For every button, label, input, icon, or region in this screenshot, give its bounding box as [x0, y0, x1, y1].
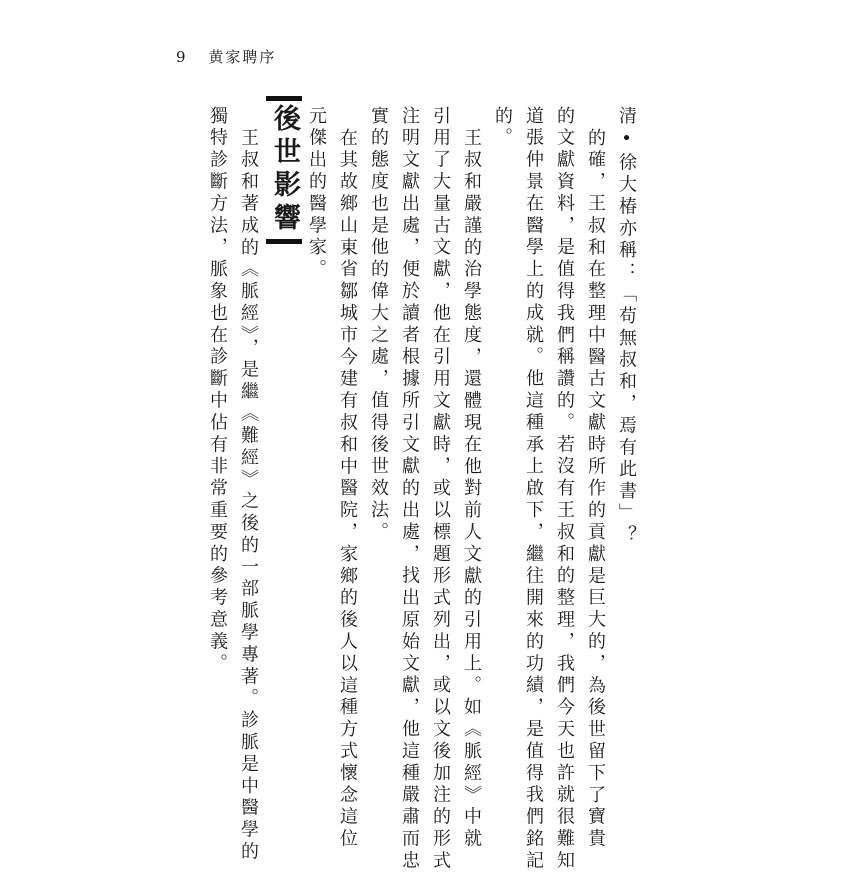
text-column-5: 的。 — [492, 106, 513, 150]
text-column-11: 元傑出的醫學家。 — [306, 106, 327, 282]
text-column-7: 引用了大量古文獻，他在引用文獻時，或以標題形式列出，或以文後加注的形式 — [430, 106, 451, 873]
text-column-12: 王叔和著成的《脈經》，是繼《難經》之後的一部脈學專著。診脈是中醫學的 — [238, 128, 259, 864]
page-number: 9 — [176, 48, 188, 66]
text-column-10: 在其故鄉山東省鄒城市今建有叔和中醫院，家鄉的後人以這種方式懷念這位 — [337, 128, 358, 851]
text-column-6: 王叔和嚴謹的治學態度，還體現在他對前人文獻的引用上。如《脈經》中就 — [461, 128, 482, 851]
text-column-2: 的確，王叔和在整理中醫古文獻時所作的貢獻是巨大的，為後世留下了寶貴 — [585, 128, 606, 851]
section-heading: 後世影響 — [266, 96, 302, 244]
text-column-4: 道張仲景在醫學上的成就。他這種承上啟下，繼往開來的功績，是值得我們銘記 — [523, 106, 544, 873]
running-header — [176, 46, 276, 67]
text-column-9: 實的態度也是他的偉大之處，值得後世效法。 — [368, 106, 389, 544]
text-column-3: 的文獻資料，是值得我們稱讚的。若沒有王叔和的整理，我們今天也許就很難知 — [554, 106, 575, 873]
text-column-1: 清•徐大椿亦稱：「苟無叔和，焉有此書」？ — [616, 106, 637, 547]
running-title: 黄家聘序 — [208, 48, 277, 66]
text-column-13: 獨特診斷方法，脈象也在診斷中佔有非常重要的參考意義。 — [207, 106, 228, 676]
text-column-8: 注明文獻出處，便於讀者根據所引文獻的出處，找出原始文獻，他這種嚴肅而忠 — [399, 106, 420, 873]
